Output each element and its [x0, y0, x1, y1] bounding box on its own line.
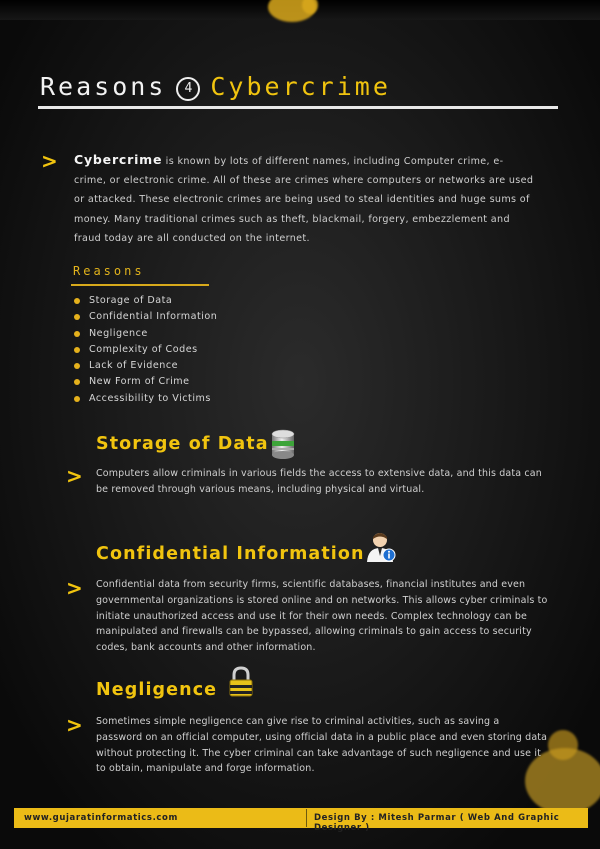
page-title — [40, 72, 391, 101]
bullet-icon — [74, 347, 80, 353]
list-item: Lack of Evidence — [74, 358, 217, 374]
bullet-icon — [74, 379, 80, 385]
intro-paragraph — [74, 150, 534, 248]
section-heading-storage: Storage of Data — [96, 434, 269, 454]
list-item: Accessibility to Victims — [74, 391, 217, 407]
bullet-icon — [74, 331, 80, 337]
chevron-right-icon: > — [66, 576, 83, 600]
chevron-right-icon: > — [41, 149, 58, 173]
section-text-negligence: Sometimes simple negligence can give rise to criminal activities, such as saving a password on an official computer, using official data in a public place and even storing data without protecting it. The cyber criminal can take advantage of such negligence and use it to obtain, manipulate and forge information. — [96, 716, 548, 775]
bullet-icon — [74, 298, 80, 304]
title-word-cybercrime: Cybercrime — [210, 72, 391, 101]
chevron-right-icon: > — [66, 713, 83, 737]
footer-divider — [306, 809, 307, 827]
reasons-list — [74, 293, 217, 407]
list-item: Confidential Information — [74, 309, 217, 325]
bullet-icon — [74, 363, 80, 369]
padlock-icon — [228, 666, 254, 702]
list-item: Complexity of Codes — [74, 342, 217, 358]
section-heading-confidential: Confidential Information — [96, 544, 365, 564]
database-icon — [270, 429, 296, 463]
intro-lead: Cybercrime — [74, 152, 163, 167]
footer-credit: Design By : Mitesh Parmar ( Web And Graphic Designer ) — [314, 813, 560, 833]
title-word-reasons: Reasons — [40, 72, 167, 101]
reasons-underline — [71, 284, 209, 286]
footer-bar — [14, 808, 588, 833]
bullet-icon — [74, 314, 80, 320]
chevron-right-icon: > — [66, 464, 83, 488]
list-item: Storage of Data — [74, 293, 217, 309]
title-underline — [38, 106, 558, 109]
section-text-confidential: Confidential data from security firms, scientific databases, financial institutes and even governmental organizations is stored online and on networks. This allows cyber criminals to initiate unauthorized access and use it for their own needs. Complex technology can be manipulated and firewalls can be bypassed, allowing criminals to gain access to security codes, bank accounts and other information. — [96, 579, 548, 654]
section-text-storage: Computers allow criminals in various fields the access to extensive data, and this data can be removed through various means, including physical and virtual. — [96, 468, 542, 495]
paint-splatter — [548, 730, 578, 760]
bullet-icon — [74, 396, 80, 402]
intro-text: is known by lots of different names, including Computer crime, e-crime, or electronic crime. All of these are crimes where computers or networks are used or attacked. These electronic crimes are being used to steal identities and huge sums of money. Many traditional crimes such as theft, blackmail, forgery, embezzlement and fraud today are all conducted on the internet. — [74, 156, 534, 244]
list-item: Negligence — [74, 326, 217, 342]
title-four-badge: 4 — [176, 77, 200, 101]
footer-website-link[interactable]: www.gujaratinformatics.com — [24, 813, 178, 823]
user-info-icon — [367, 531, 397, 567]
reasons-heading: Reasons — [73, 264, 145, 278]
section-heading-negligence: Negligence — [96, 680, 218, 700]
list-item: New Form of Crime — [74, 374, 217, 390]
